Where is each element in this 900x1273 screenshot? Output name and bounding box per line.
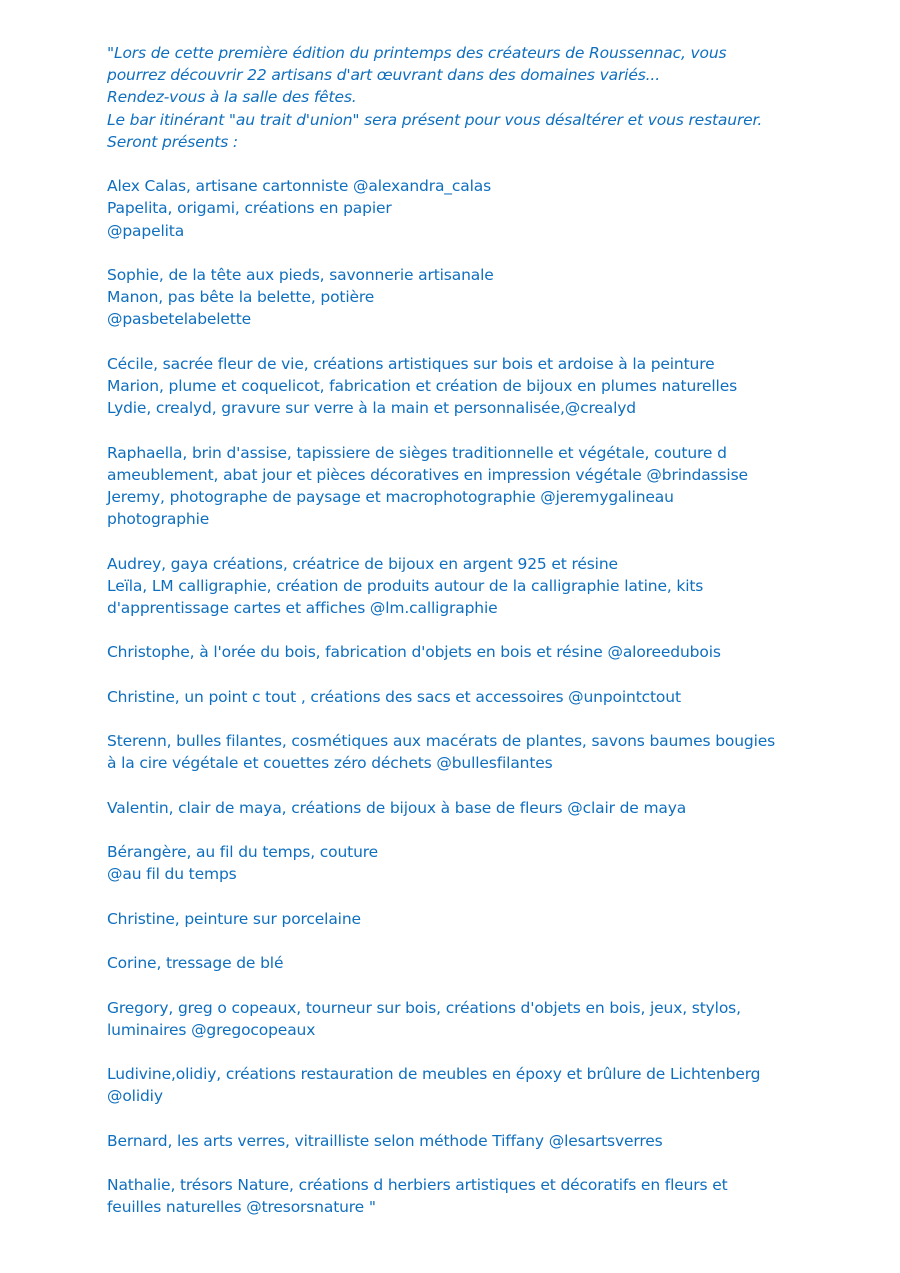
intro-paragraph — [107, 42, 807, 153]
artisan-group — [107, 1130, 807, 1152]
artisan-line: à la cire végétale et couettes zéro déchets @bullesfilantes — [107, 754, 553, 773]
artisan-line: @au fil du temps — [107, 865, 237, 884]
artisan-line: Christine, peinture sur porcelaine — [107, 909, 361, 928]
artisan-group — [107, 353, 807, 420]
artisan-line: Lydie, crealyd, gravure sur verre à la main et personnalisée,@crealyd — [107, 399, 636, 418]
artisan-group — [107, 1063, 807, 1107]
artisan-line: Marion, plume et coquelicot, fabrication et création de bijoux en plumes naturelles — [107, 377, 738, 395]
artisan-group — [107, 264, 807, 331]
artisan-group — [107, 686, 807, 708]
artisan-group — [107, 797, 807, 819]
artisan-line: Sophie, de la tête aux pieds, savonnerie artisanale — [107, 266, 494, 284]
document-page — [107, 42, 807, 1219]
artisan-group — [107, 997, 807, 1041]
artisan-line: Audrey, gaya créations, créatrice de bijoux en argent 925 et résine — [107, 554, 618, 573]
artisan-group — [107, 908, 807, 930]
artisan-line: Valentin, clair de maya, créations de bijoux à base de fleurs @clair de maya — [107, 798, 687, 817]
intro-line: "Lors de cette première édition du printemps des créateurs de Roussennac, vous — [107, 44, 727, 62]
artisan-line: Bernard, les arts verres, vitrailliste selon méthode Tiffany @lesartsverres — [107, 1131, 663, 1150]
artisan-group — [107, 730, 807, 774]
artisan-line: d'apprentissage cartes et affiches @lm.calligraphie — [107, 599, 498, 617]
artisan-line: Bérangère, au fil du temps, couture — [107, 843, 379, 862]
intro-line: Seront présents : — [107, 132, 238, 151]
artisan-line: Jeremy, photographe de paysage et macrophotographie @jeremygalineau — [107, 488, 674, 506]
artisan-line: Christophe, à l'orée du bois, fabrication d'objets en bois et résine @aloreedubois — [107, 643, 721, 662]
artisan-group — [107, 641, 807, 663]
artisan-line: Raphaella, brin d'assise, tapissiere de sièges traditionnelle et végétale, couture d — [107, 443, 727, 462]
intro-line: Rendez-vous à la salle des fêtes. — [107, 88, 357, 107]
artisan-line: Sterenn, bulles filantes, cosmétiques aux macérats de plantes, savons baumes bougies — [107, 732, 776, 751]
artisan-group — [107, 442, 807, 531]
artisan-group — [107, 175, 807, 242]
artisan-line: Ludivine,olidiy, créations restauration de meubles en époxy et brûlure de Lichtenberg — [107, 1065, 761, 1084]
artisan-line: feuilles naturelles @tresorsnature " — [107, 1198, 376, 1217]
artisan-line: Corine, tressage de blé — [107, 954, 284, 973]
artisan-line: Cécile, sacrée fleur de vie, créations artistiques sur bois et ardoise à la peinture — [107, 354, 715, 373]
artisan-line: luminaires @gregocopeaux — [107, 1020, 316, 1039]
artisan-line: @olidiy — [107, 1087, 163, 1106]
artisan-line: photographie — [107, 510, 210, 529]
artisan-line: @pasbetelabelette — [107, 310, 252, 329]
artisan-line: Nathalie, trésors Nature, créations d herbiers artistiques et décoratifs en fleurs et — [107, 1176, 728, 1195]
artisan-line: Gregory, greg o copeaux, tourneur sur bois, créations d'objets en bois, jeux, stylos, — [107, 998, 741, 1017]
intro-line: Le bar itinérant "au trait d'union" sera présent pour vous désaltérer et vous restaurer. — [107, 110, 763, 129]
artisan-group — [107, 1174, 807, 1218]
artisan-group — [107, 841, 807, 885]
artisan-line: Alex Calas, artisane cartonniste @alexandra_calas — [107, 177, 492, 196]
artisan-line: @papelita — [107, 221, 185, 240]
artisan-line: ameublement, abat jour et pièces décoratives en impression végétale @brindassise — [107, 465, 748, 484]
artisan-group — [107, 952, 807, 974]
artisan-line: Papelita, origami, créations en papier — [107, 199, 392, 218]
artisan-group — [107, 553, 807, 620]
intro-line: pourrez découvrir 22 artisans d'art œuvrant dans des domaines variés... — [107, 66, 660, 85]
artisan-line: Christine, un point c tout , créations des sacs et accessoires @unpointctout — [107, 687, 681, 706]
artisan-line: Manon, pas bête la belette, potière — [107, 288, 375, 307]
artisan-line: Leïla, LM calligraphie, création de produits autour de la calligraphie latine, kits — [107, 576, 704, 595]
